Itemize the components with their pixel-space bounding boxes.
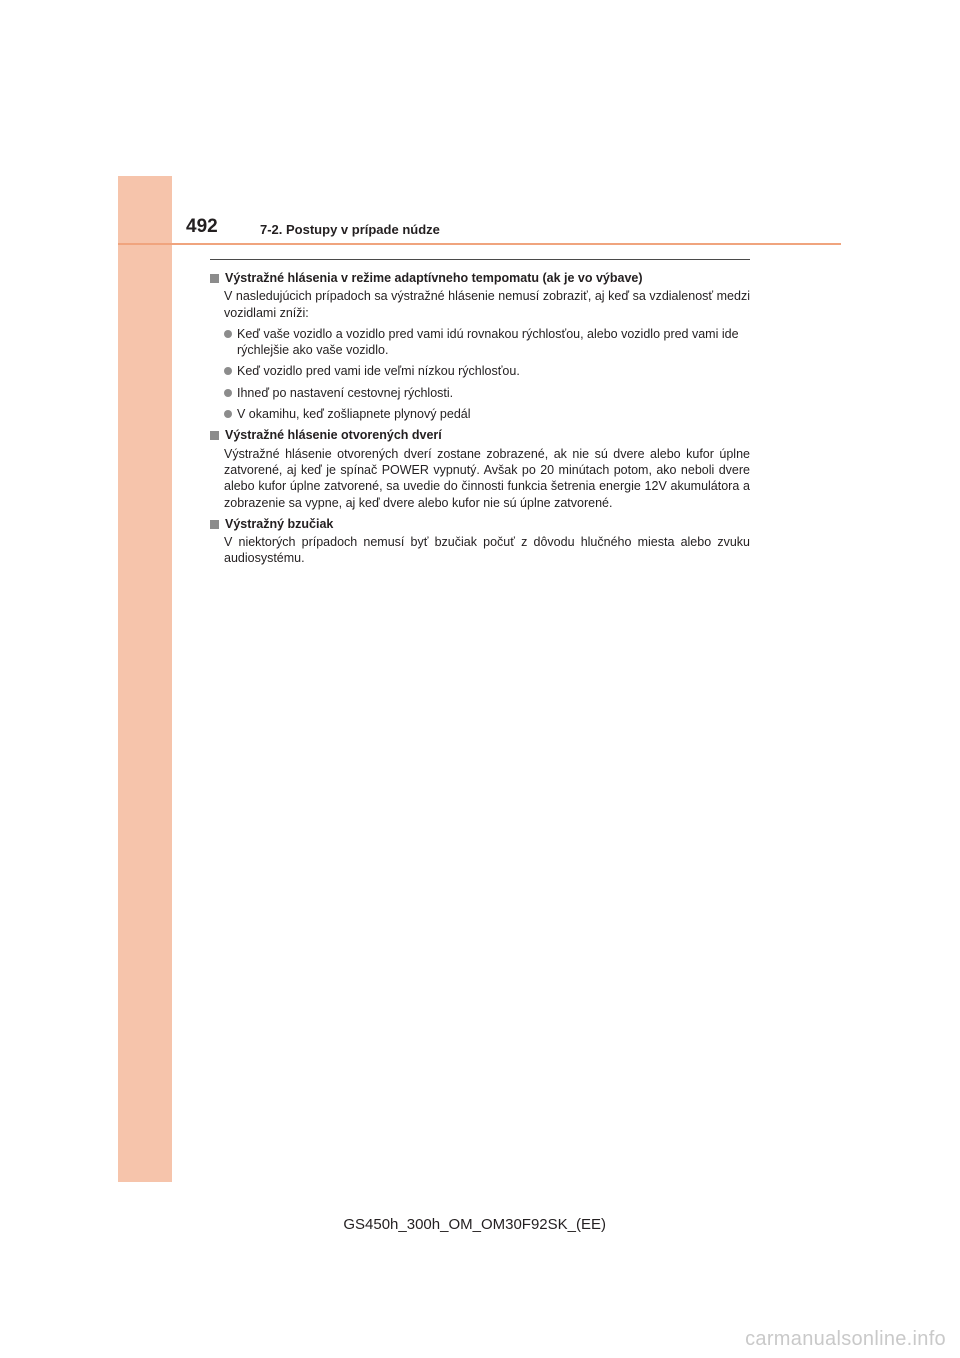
section-acc-warnings [209, 270, 750, 422]
side-band [118, 176, 172, 1182]
footer-doc-code: GS450h_300h_OM_OM30F92SK_(EE) [343, 1216, 606, 1233]
round-bullet-icon [224, 389, 232, 397]
section-heading [209, 427, 750, 443]
content-area [209, 270, 750, 572]
section-door-warning [209, 427, 750, 510]
list-item [224, 326, 750, 359]
watermark: carmanualsonline.info [745, 1328, 946, 1350]
section-heading-text: Výstražné hlásenie otvorených dverí [225, 428, 442, 443]
square-bullet-icon [210, 520, 219, 529]
section-body: V nasledujúcich prípadoch sa výstražné hlásenie nemusí zobraziť, aj keď sa vzdialenosť medzi vozidlami zníži: [224, 289, 750, 320]
header-rule [118, 243, 841, 245]
content-rule [210, 259, 750, 260]
square-bullet-icon [210, 274, 219, 283]
list-item [224, 363, 750, 379]
section-heading [209, 270, 750, 286]
list-item-text: Ihneď po nastavení cestovnej rýchlosti. [237, 385, 454, 400]
section-heading-text: Výstražné hlásenia v režime adaptívneho tempomatu (ak je vo výbave) [225, 271, 643, 285]
round-bullet-icon [224, 410, 232, 418]
section-heading-text: Výstražný bzučiak [225, 516, 334, 531]
section-body: V niektorých prípadoch nemusí byť bzučiak počuť z dôvodu hlučného miesta alebo zvuku audiosystému. [224, 535, 750, 566]
list-item [224, 385, 750, 401]
list-item [224, 406, 750, 422]
page-number: 492 [186, 216, 218, 237]
list-item-text: Keď vaše vozidlo a vozidlo pred vami idú rovnakou rýchlosťou, alebo vozidlo pred vami ide rýchlejšie ako vaše vozidlo. [237, 326, 739, 358]
square-bullet-icon [210, 431, 219, 440]
list-item-text: Keď vozidlo pred vami ide veľmi nízkou rýchlosťou. [237, 364, 520, 379]
section-buzzer [209, 516, 750, 567]
round-bullet-icon [224, 367, 232, 375]
section-heading [209, 516, 750, 532]
chapter-title: 7-2. Postupy v prípade núdze [260, 222, 440, 237]
section-body: Výstražné hlásenie otvorených dverí zostane zobrazené, ak nie sú dvere alebo kufor úplne zatvorené, aj keď je spínač POWER vypnutý. Avšak po 20 minútach potom, ako neboli dvere alebo kufor úplne zatvorené, sa uvedie do činnosti funkcia šetrenia energie 12V akumulátora a zobrazenie sa vypne, aj keď dvere alebo kufor nie sú úplne zatvorené. [224, 446, 750, 510]
round-bullet-icon [224, 330, 232, 338]
list-item-text: V okamihu, keď zošliapnete plynový pedál [237, 407, 471, 422]
